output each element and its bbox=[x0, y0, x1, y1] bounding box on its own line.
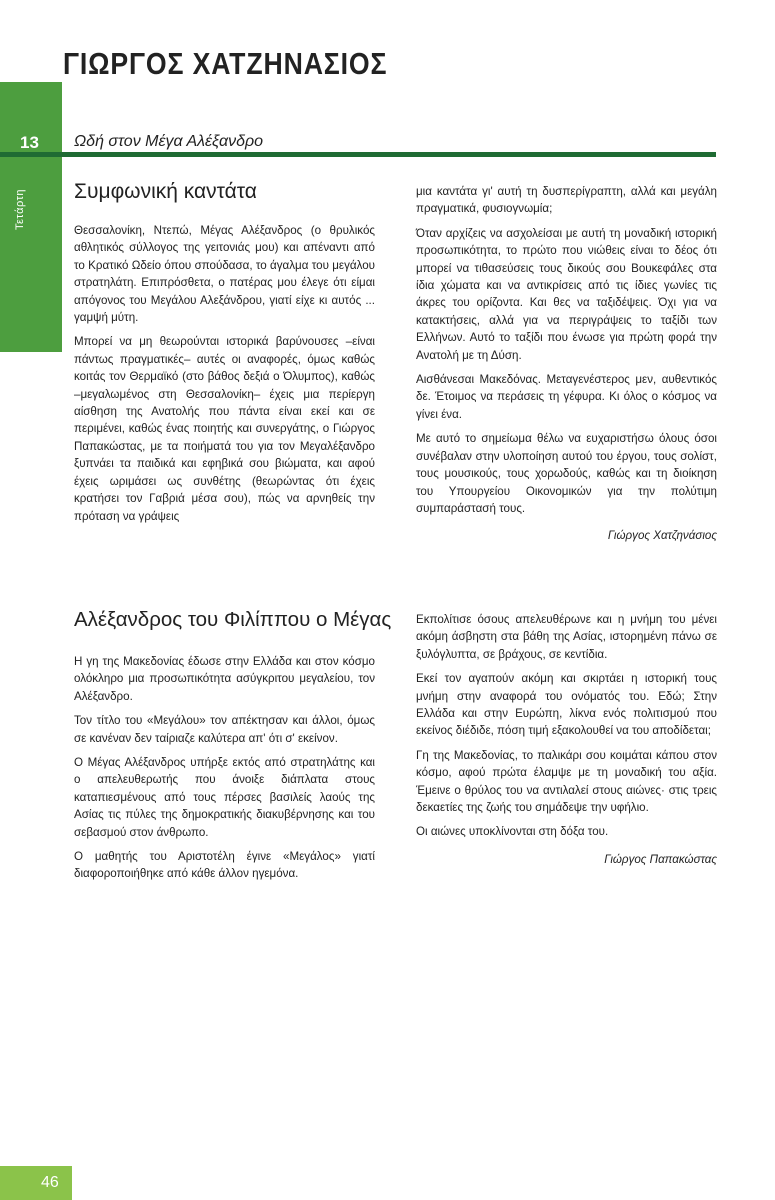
paragraph: Γη της Μακεδονίας, το παλικάρι σου κοιμάται κάπου στον κόσμο, αφού πρώτα έλαμψε με τη μοναδική του αξία. Έμεινε ο θρύλος του να αντιλαλεί στους αιώνες· στις τρεις δεκαετίες της ζωής του σημάδεψε την υφήλιο. bbox=[416, 748, 717, 815]
paragraph: Μπορεί να μη θεωρούνται ιστορικά βαρύνουσες –είναι πάντως πραγματικές– αυτές οι αναφορές, όμως καθώς κοιτάς τον Θερμαϊκό (στο βάθος δεξιά ο Όλυμπος), καθώς –μεγαλωμένος στη Θεσσαλονίκη– έχεις μια περίεργη αίσθηση της Ανατολής που πάντα είναι εκεί και σε περιμένει, καθώς ένας ποιητής και συνεργάτης, ο Γιώργος Παπακώστας, με τα ποιήματά του για τον Μεγαλέξανδρο ξυπνάει τα παιδικά και εφηβικά σου βιώματα, και αφού έχεις ωριμάσει ως συνθέτης (θεωρώντας ότι έχεις κρατήσει τον Γαβριά μέσα σου), πώς να αρνηθείς την πρόταση να γράψεις bbox=[74, 335, 375, 523]
paragraph: Οι αιώνες υποκλίνονται στη δόξα του. bbox=[416, 825, 609, 839]
article1-left-column bbox=[74, 222, 375, 532]
paragraph: Τον τίτλο του «Μεγάλου» τον απέκτησαν και άλλοι, όμως σε κανέναν δεν ταίριαζε καλύτερα απ' ότι σ' εκείνον. bbox=[74, 714, 375, 745]
paragraph: Όταν αρχίζεις να ασχολείσαι με αυτή τη μοναδική ιστορική προσωπικότητα, το πρώτο που νιώθεις είναι το δέος ότι μπορεί να τιθασεύσεις τους δικούς σου Βουκεφάλες στα ίδια χώματα και να αντικρίσεις από τις ίδιες γωνίες τις άκρες του ορίζοντα. Και θες να ταξιδέψεις. Όχι για να κατακτήσεις, αλλά για να περιγράψεις το ταξίδι των Ελλήνων. Αυτό το ταξίδι που ένωσε για πρώτη φορά την Ανατολή με τη Δύση. bbox=[416, 226, 717, 362]
paragraph: μια καντάτα γι' αυτή τη δυσπερίγραπτη, αλλά και μεγάλη πραγματικά, φυσιογνωμία; bbox=[416, 185, 717, 216]
green-sidebar-block bbox=[0, 82, 62, 352]
paragraph: Εκπολίτισε όσους απελευθέρωνε και η μνήμη του μένει ακόμη άσβηστη στα βάθη της Ασίας, ιστορημένη πάνω σε ξυλόγλυπτα, σε βράχους, σε κεντίδια. bbox=[416, 613, 717, 661]
paragraph: Με αυτό το σημείωμα θέλω να ευχαριστήσω όλους όσοι συνέβαλαν στην υλοποίηση αυτού του έργου, τους σολίστ, τους μουσικούς, τους χορωδούς, καθώς και τη διοίκηση του Υπουργείου Οικονομικών για την πολύτιμη συμπαράστασή τους. bbox=[416, 432, 717, 515]
article1-right-column bbox=[416, 183, 717, 552]
article2-left-column bbox=[74, 653, 375, 890]
paragraph: Ο μαθητής του Αριστοτέλη έγινε «Μεγάλος» γιατί διαφοροποιήθηκε από κάθε άλλον ηγεμόνα. bbox=[74, 850, 375, 881]
article-heading: Συμφωνική καντάτα bbox=[74, 180, 257, 203]
author-signature: Γιώργος Χατζηνάσιος bbox=[607, 529, 717, 543]
author-signature: Γιώργος Παπακώστας bbox=[604, 852, 717, 866]
page-number: 46 bbox=[41, 1174, 59, 1191]
page-title: ΓΙΩΡΓΟΣ ΧΑΤΖΗΝΑΣΙΟΣ bbox=[63, 46, 388, 81]
section-title: Ωδή στον Μέγα Αλέξανδρο bbox=[74, 133, 264, 150]
article2-right-column bbox=[416, 611, 717, 875]
paragraph: Ο Μέγας Αλέξανδρος υπήρξε εκτός από στρατηλάτης και ο απελευθερωτής που άνοιξε διάπλατα στους καταπιεσμένους από τους πέρσες βασιλείς λαούς της Ασίας τις πύλες της δημοκρατικής διακυβέρνησης και του σεβασμού στον άνθρωπο. bbox=[74, 756, 375, 839]
page-number-tab bbox=[0, 1166, 72, 1200]
paragraph: Θεσσαλονίκη, Ντεπώ, Μέγας Αλέξανδρος (ο θρυλικός αθλητικός σύλλογος της γειτονιάς μου) και απέναντι από το Κρατικό Ωδείο όπου σπούδασα, το άγαλμα του μεγάλου στρατηλάτη. Επιπρόσθετα, ο πατέρας μου έλεγε ότι είμαι απόγονος του Μεγάλου Αλεξάνδρου, γιατί είχε κι αυτός ... γαμψή μύτη. bbox=[74, 224, 375, 325]
paragraph: Εκεί τον αγαπούν ακόμη και σκιρτάει η ιστορική τους μνήμη στην αναφορά του ονόματός του. Εδώ; Στην Ελλάδα και στην Ευρώπη, λίκνα ενός πολιτισμού που εκείνος διέδιδε, πόση τιμή εξακολουθεί να του αποδίδεται; bbox=[416, 672, 717, 738]
paragraph: Η γη της Μακεδονίας έδωσε στην Ελλάδα και στον κόσμο ολόκληρο μια προσωπικότητα ασύγκριτου μεγαλείου, τον Αλέξανδρο. bbox=[74, 655, 375, 703]
section-rule bbox=[0, 152, 716, 157]
paragraph: Αισθάνεσαι Μακεδόνας. Μεταγενέστερος μεν, αυθεντικός δε. Έτοιμος να περάσεις τη γέφυρα. Κι όλος ο κόσμος να γίνει ένα. bbox=[416, 373, 717, 421]
article-heading: Αλέξανδρος του Φιλίππου ο Μέγας bbox=[74, 608, 392, 631]
section-number: 13 bbox=[20, 133, 39, 152]
day-label: Τετάρτη bbox=[14, 188, 26, 230]
